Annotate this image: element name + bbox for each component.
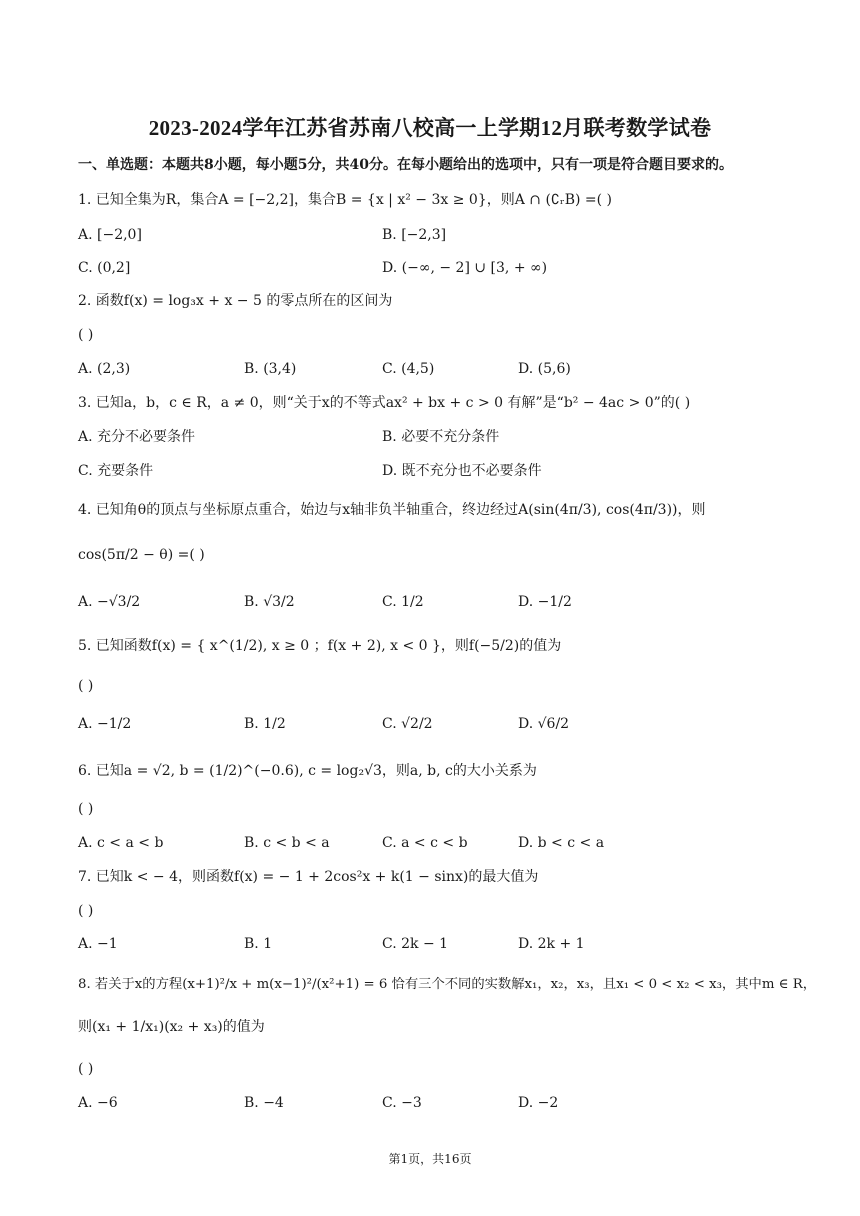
question-4-option-a: A. −√3/2 [78, 594, 141, 610]
question-7-stem: 7. 已知k < − 4，则函数f(x) = − 1 + 2cos²x + k(1 − sinx)的最大值为 [78, 869, 539, 885]
question-8-option-d: D. −2 [518, 1095, 559, 1111]
question-4-option-c: C. 1/2 [382, 594, 424, 610]
question-1-option-a: A. [−2,0] [78, 227, 142, 243]
question-3-option-d: D. 既不充分也不必要条件 [382, 463, 542, 479]
question-8-option-a: A. −6 [78, 1095, 118, 1111]
page-title: 2023-2024学年江苏省苏南八校高一上学期12月联考数学试卷 [148, 116, 712, 140]
question-5-bracket: ( ) [78, 678, 94, 694]
question-6-option-b: B. c < b < a [244, 835, 330, 851]
question-2-stem: 2. 函数f(x) = log₃x + x − 5 的零点所在的区间为 [78, 293, 393, 309]
question-1-option-b: B. [−2,3] [382, 227, 447, 243]
question-2-option-a: A. (2,3) [78, 361, 131, 377]
question-8-option-c: C. −3 [382, 1095, 422, 1111]
question-1-stem: 1. 已知全集为R，集合A = [−2,2]，集合B = {x | x² − 3x ≥ 0}，则A ∩ (∁ᵣB) =( ) [78, 192, 613, 208]
question-2-option-b: B. (3,4) [244, 361, 297, 377]
section-heading: 一、单选题：本题共8小题，每小题5分，共40分。在每小题给出的选项中，只有一项是符合题目要求的。 [78, 157, 733, 173]
question-5-option-c: C. √2/2 [382, 716, 433, 732]
question-4-stem: 4. 已知角θ的顶点与坐标原点重合，始边与x轴非负半轴重合，终边经过A(sin(4π/3), cos(4π/3))，则 [78, 502, 706, 518]
question-2-option-d: D. (5,6) [518, 361, 571, 377]
question-2-option-c: C. (4,5) [382, 361, 435, 377]
question-8-option-b: B. −4 [244, 1095, 284, 1111]
question-6-option-c: C. a < c < b [382, 835, 468, 851]
question-1-option-c: C. (0,2] [78, 260, 131, 276]
question-8-stem: 8. 若关于x的方程(x+1)²/x + m(x−1)²/(x²+1) = 6 恰有三个不同的实数解x₁，x₂，x₃，且x₁ < 0 < x₂ < x₃，其中m ∈ R， [78, 977, 817, 992]
question-6-bracket: ( ) [78, 801, 94, 817]
question-5-option-b: B. 1/2 [244, 716, 286, 732]
question-7-option-a: A. −1 [78, 936, 118, 952]
question-4-option-b: B. √3/2 [244, 594, 295, 610]
question-3-option-b: B. 必要不充分条件 [382, 429, 500, 445]
question-8-bracket: ( ) [78, 1061, 94, 1077]
question-6-option-a: A. c < a < b [78, 835, 164, 851]
question-6-stem: 6. 已知a = √2, b = (1/2)^(−0.6), c = log₂√3，则a, b, c的大小关系为 [78, 763, 537, 779]
question-4-option-d: D. −1/2 [518, 594, 572, 610]
question-8-stem-line-2: 则(x₁ + 1/x₁)(x₂ + x₃)的值为 [78, 1019, 265, 1035]
page-footer: 第1页，共16页 [388, 1152, 472, 1166]
question-3-option-a: A. 充分不必要条件 [78, 429, 196, 445]
question-5-option-d: D. √6/2 [518, 716, 570, 732]
question-4-stem-line-2: cos(5π/2 − θ) =( ) [78, 547, 205, 563]
question-7-option-b: B. 1 [244, 936, 273, 952]
question-7-option-d: D. 2k + 1 [518, 936, 585, 952]
question-7-bracket: ( ) [78, 903, 94, 919]
question-2-bracket: ( ) [78, 327, 94, 343]
question-5-stem: 5. 已知函数f(x) = { x^(1/2), x ≥ 0 ；f(x + 2), x < 0 }，则f(−5/2)的值为 [78, 638, 562, 654]
question-7-option-c: C. 2k − 1 [382, 936, 449, 952]
question-5-option-a: A. −1/2 [78, 716, 132, 732]
question-3-stem: 3. 已知a，b，c ∈ R，a ≠ 0，则“关于x的不等式ax² + bx + c > 0 有解”是“b² − 4ac > 0”的( ) [78, 395, 691, 411]
question-6-option-d: D. b < c < a [518, 835, 605, 851]
question-3-option-c: C. 充要条件 [78, 463, 154, 479]
question-1-option-d: D. (−∞, − 2] ∪ [3, + ∞) [382, 260, 548, 276]
